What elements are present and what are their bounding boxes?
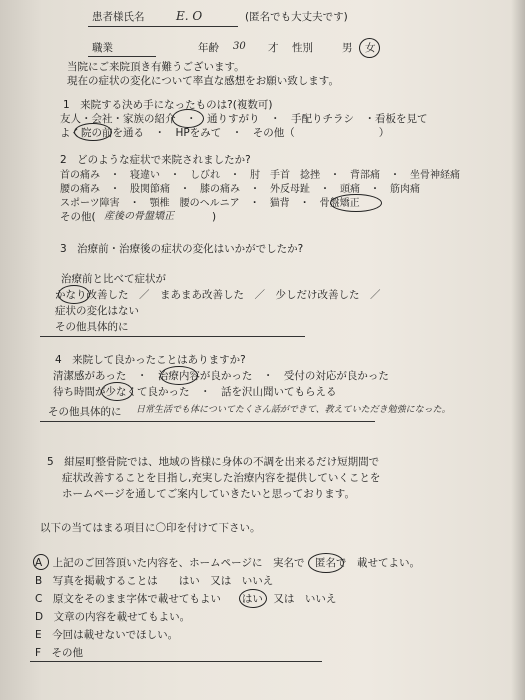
q2-line-3: スポーツ障害 ・ 顎椎 腰のヘルニア ・ 猫背 ・ 骨盤矯正 [60, 198, 360, 209]
q2-circle-pelvis [330, 194, 382, 212]
q4-line-2: 待ち時間が少なくて良かった ・ 話を沢山聞いてもらえる [53, 386, 337, 398]
occupation-underline [88, 56, 156, 57]
q4-title: 4 来院して良かったことはありますか? [55, 354, 246, 366]
consent-lead: 以下の当てはまる項目に〇印を付けて下さい。 [40, 522, 261, 534]
consent-a-anonymous-circle [308, 553, 344, 573]
q2-title: 2 どのような症状で来院されましたか? [60, 154, 251, 166]
q1-line-1: 友人・会社・家族の紹介 ・ 通りすがり ・ 手配りチラシ ・看板を見て [60, 113, 428, 125]
q1-circle-passing [172, 109, 204, 128]
age-value: 30 [233, 41, 246, 52]
q1-title: 1 来院する決め手になったものは?(複数可) [63, 99, 273, 111]
q2-line-2: 腰の痛み ・ 股関節痛 ・ 膝の痛み ・ 外反母趾 ・ 頭痛 ・ 筋肉痛 [60, 184, 420, 195]
age-unit: 才 [268, 42, 279, 54]
name-underline [88, 26, 238, 27]
name-label: 患者様氏名 [92, 11, 145, 23]
q2-other-close: ) [212, 211, 217, 223]
gender-label: 性別 [292, 42, 313, 54]
q5-line-2: 症状改善することを目指し,充実した治療内容を提供していくことを [62, 472, 381, 484]
consent-c: C 原文をそのまま字体で載せてもよい はい 又は いいえ [35, 593, 337, 605]
gender-female: 女 [365, 42, 376, 54]
q2-other-value: 産後の骨盤矯正 [104, 211, 174, 222]
q4-circle-content [160, 366, 198, 385]
q4-underline [40, 421, 375, 422]
consent-e: E 今回は載せないでほしい。 [35, 629, 179, 641]
consent-d: D 文章の内容を載せてもよい。 [35, 611, 191, 623]
q2-line-1: 首の痛み ・ 寝違い ・ しびれ ・ 肘 手首 捻挫 ・ 背部痛 ・ 坐骨神経痛 [60, 170, 460, 181]
anonymous-note: (匿名でも大丈夫です) [245, 11, 348, 23]
q3-circle-greatly [58, 285, 90, 304]
q4-other-label: その他具体的に [48, 406, 122, 418]
page-edge-shadow [511, 0, 525, 700]
q3-line-3: 症状の変化はない [55, 305, 139, 317]
consent-f: F その他 [35, 647, 84, 659]
q3-title: 3 治療前・治療後の症状の変化はいかがでしたか? [60, 243, 304, 255]
q4-line-1: 清潔感があった ・ 治療内容が良かった ・ 受付の対応が良かった [53, 370, 389, 382]
occupation-label: 職業 [92, 42, 113, 54]
q5-line-1: 5 紺屋町整骨院では、地域の皆様に身体の不調を出来るだけ短期間で [47, 456, 380, 468]
gender-female-circle [359, 38, 380, 58]
consent-a-circle [33, 554, 49, 570]
q5-line-3: ホームページを通してご案内していきたいと思っております。 [62, 488, 355, 500]
q4-other-value: 日常生活でも体についてたくさん話ができて、教えていただき勉強になった。 [136, 405, 451, 415]
gender-male: 男 [342, 42, 353, 54]
consent-c-yes-circle [239, 589, 267, 608]
q1-line-2: よく院の前を通る ・ HPをみて ・ その他（ ） [60, 127, 390, 139]
q1-circle-front [74, 123, 112, 141]
q3-line-1: 治療前と比べて症状が [61, 273, 166, 285]
q3-line-4: その他具体的に [55, 321, 129, 333]
q3-underline [40, 336, 305, 337]
intro-line-1: 当院にご来院頂き有難うございます。 [67, 61, 245, 73]
age-label: 年齢 [198, 42, 219, 54]
q3-line-2: かなり改善した ／ まあまあ改善した ／ 少しだけ改善した ／ [55, 289, 381, 301]
q4-circle-short-wait [101, 382, 133, 401]
consent-f-underline [30, 661, 322, 662]
q2-other-label: その他( [60, 211, 96, 223]
intro-line-2: 現在の症状の変化について率直な感想をお願い致します。 [67, 75, 339, 87]
name-value: E. O [176, 9, 203, 23]
consent-b: B 写真を掲載することは はい 又は いいえ [35, 575, 274, 587]
consent-a: A 上記のご回答頂いた内容を、ホームページに 実名で 匿名で 載せてよい。 [35, 557, 420, 569]
